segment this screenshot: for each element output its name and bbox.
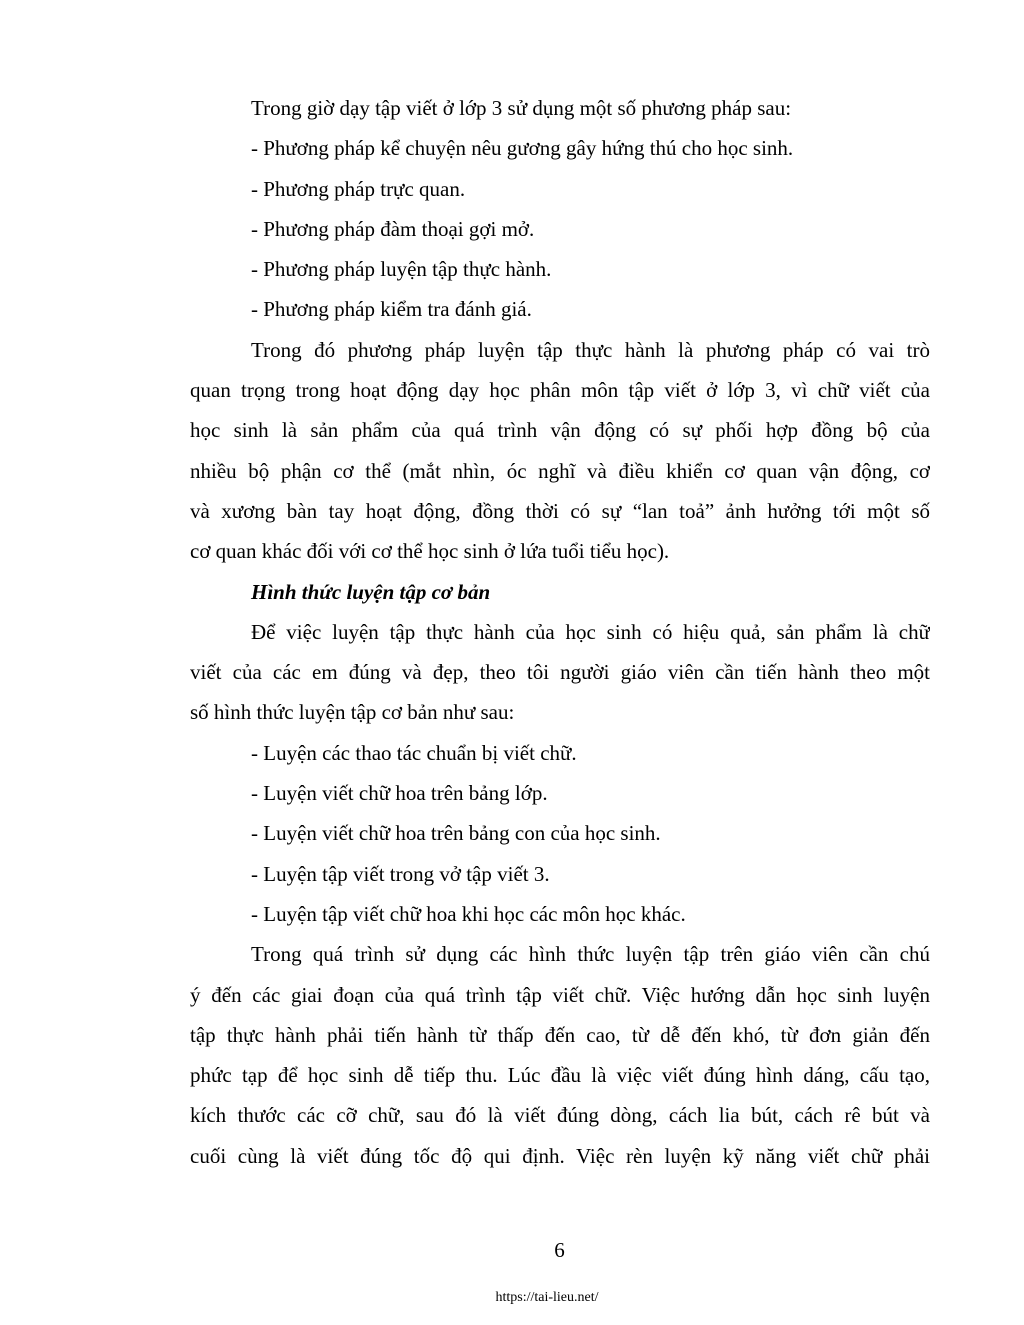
paragraph-line: và xương bàn tay hoạt động, đồng thời có sự “lan toả” ảnh hưởng tới một số	[190, 498, 930, 523]
list-item-method: - Phương pháp luyện tập thực hành.	[251, 257, 552, 282]
section-heading: Hình thức luyện tập cơ bản	[251, 579, 491, 604]
paragraph-intro: Trong giờ dạy tập viết ở lớp 3 sử dụng một số phương pháp sau:	[251, 96, 792, 120]
document-body	[190, 88, 930, 1176]
paragraph-line: quan trọng trong hoạt động dạy học phân môn tập viết ở lớp 3, vì chữ viết của	[190, 378, 930, 403]
list-item-method: - Phương pháp đàm thoại gợi mở.	[251, 216, 535, 241]
paragraph-line: kích thước các cỡ chữ, sau đó là viết đúng dòng, cách lia bút, cách rê bút và	[190, 1103, 930, 1128]
list-item-method: - Phương pháp kể chuyện nêu gương gây hứng thú cho học sinh.	[251, 136, 794, 161]
list-item-method: - Phương pháp trực quan.	[251, 176, 466, 201]
list-item-practice: - Luyện tập viết chữ hoa khi học các môn học khác.	[251, 901, 686, 926]
paragraph-line: học sinh là sản phẩm của quá trình vận động có sự phối hợp đồng bộ của	[190, 418, 930, 443]
paragraph-line: số hình thức luyện tập cơ bản như sau:	[190, 700, 515, 725]
paragraph-line: nhiều bộ phận cơ thể (mắt nhìn, óc nghĩ và điều khiển cơ quan vận động, cơ	[190, 458, 930, 483]
paragraph-line: viết của các em đúng và đẹp, theo tôi người giáo viên cần tiến hành theo một	[190, 660, 930, 685]
list-item-practice: - Luyện viết chữ hoa trên bảng lớp.	[251, 781, 548, 806]
paragraph-line: Trong quá trình sử dụng các hình thức luyện tập trên giáo viên cần chú	[251, 942, 930, 967]
paragraph-line: Để việc luyện tập thực hành của học sinh có hiệu quả, sản phẩm là chữ	[251, 619, 930, 644]
list-item-method: - Phương pháp kiểm tra đánh giá.	[251, 297, 532, 322]
paragraph-line: tập thực hành phải tiến hành từ thấp đến cao, từ dễ đến khó, từ đơn giản đến	[190, 1022, 930, 1047]
footer-url[interactable]: https://tai-lieu.net/	[495, 1290, 599, 1305]
paragraph-line: cơ quan khác đối với cơ thể học sinh ở lứa tuổi tiểu học).	[190, 539, 670, 564]
paragraph-line: Trong đó phương pháp luyện tập thực hành là phương pháp có vai trò	[251, 337, 930, 362]
paragraph-line: ý đến các giai đoạn của quá trình tập viết chữ. Việc hướng dẫn học sinh luyện	[190, 982, 930, 1007]
list-item-practice: - Luyện tập viết trong vở tập viết 3.	[251, 861, 550, 886]
list-item-practice: - Luyện các thao tác chuẩn bị viết chữ.	[251, 740, 577, 765]
paragraph-line: phức tạp để học sinh dễ tiếp thu. Lúc đầu là việc viết đúng hình dáng, cấu tạo,	[190, 1063, 930, 1088]
page-number: 6	[554, 1238, 565, 1262]
paragraph-line: cuối cùng là viết đúng tốc độ qui định. Việc rèn luyện kỹ năng viết chữ phải	[190, 1143, 930, 1168]
list-item-practice: - Luyện viết chữ hoa trên bảng con của học sinh.	[251, 821, 661, 846]
